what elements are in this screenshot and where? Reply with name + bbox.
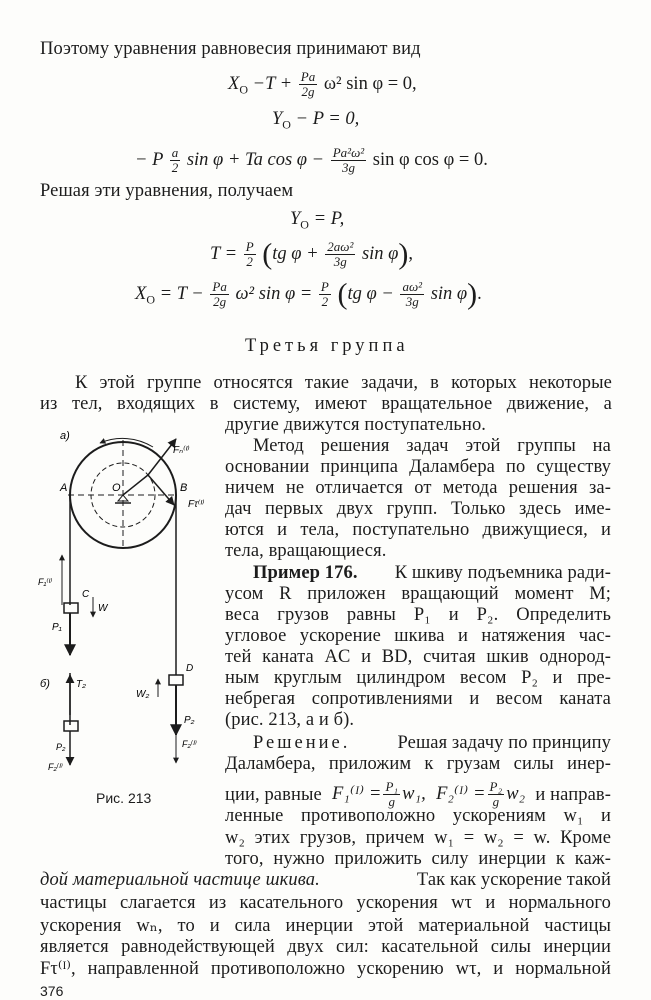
- para1-line2: из тел, входящих в систему, имеют вращательное движение, а: [40, 394, 612, 414]
- para2-line3: ничем не отличается от метода решения за-: [225, 478, 611, 498]
- equation-4: $Y_O = P$,: [290, 209, 345, 232]
- example-line2: усом R приложен вращающий момент M;: [225, 584, 611, 604]
- example-label: Пример 176.: [253, 563, 358, 583]
- formula-f1: F₁⁽ᴵ⁾ = $\frac{\text{P₁}}{g}$ w₁,: [332, 779, 426, 809]
- equation-1: $X_O -T$ + $\frac{Pa}{2g}$ ω² sin φ = 0,: [228, 69, 417, 99]
- section-heading: Третья группа: [245, 336, 409, 356]
- label-F2: F₂⁽ᴵ⁾: [182, 739, 197, 749]
- figure-label-a: а): [60, 430, 70, 442]
- example-line3: веса грузов равны P₁ и P₂. Определить: [225, 605, 611, 625]
- example-line6: ным круглым цилиндром весом P₂ и пре-: [225, 668, 611, 688]
- solution-text-7a: дой материальной частице шкива.: [40, 870, 320, 890]
- label-Fb: F₂⁽ᴵ⁾: [48, 762, 63, 772]
- ft-arrow: [148, 475, 174, 505]
- example-line7: небрегая сопротивлениями и весом каната: [225, 689, 611, 709]
- equation-5: T = $\frac{P}{2}$ (tg φ + $\frac{\text{2aω²}}{3g}$ sin φ),: [210, 237, 414, 271]
- label-W: W: [98, 603, 108, 614]
- solution-line6: того, нужно приложить силу инерции к каж-: [225, 849, 611, 869]
- weight-C: [64, 603, 78, 613]
- label-W2: W₂: [136, 689, 150, 700]
- solution-line2: Даламбера, приложим к грузам силы инер-: [225, 754, 611, 774]
- solution-line5: w₂ этих грузов, причем w₁ = w₂ = w. Кроме: [225, 828, 611, 848]
- solution-line8: частицы слагается из касательного ускорения wτ и нормального: [40, 893, 611, 913]
- solution-text-7b: Так как ускорение такой: [416, 870, 611, 890]
- weight-D: [169, 675, 183, 685]
- solution-text-3a: ции, равные: [225, 784, 322, 805]
- equation-6: $X_O = T$ − $\frac{Pa}{2g}$ ω² sin φ = $\frac{P}{2}$ (tg φ − $\frac{\text{aω²}}{3g}$ sin φ).: [135, 277, 482, 311]
- particle-radius: [123, 475, 148, 495]
- solve-line: Решая эти уравнения, получаем: [40, 181, 294, 201]
- label-F1: F₁⁽ᴵ⁾: [38, 577, 53, 587]
- example-line5: тей каната AC и BD, считая шкив однород-: [225, 647, 611, 667]
- solution-line9: ускорения wₙ, то и сила инерции этой материальной частицы: [40, 916, 611, 936]
- label-P2: P₂: [184, 715, 195, 726]
- label-C: C: [82, 589, 90, 600]
- para2-line5: ются и тела, поступательно движущиеся, и: [225, 520, 611, 540]
- solution-text-3b: и направ-: [535, 784, 611, 805]
- label-B: B: [180, 482, 188, 494]
- para2-line4: дач первых двух групп. Только здесь име-: [225, 499, 611, 519]
- intro-line: Поэтому уравнения равновесия принимают вид: [40, 39, 421, 59]
- para1-line3: другие движутся поступательно.: [225, 415, 487, 435]
- label-Fn: Fₙ⁽ᴵ⁾: [173, 445, 190, 456]
- figure-213-diagram: [38, 425, 218, 785]
- solution-text-1: Решая задачу по принципу: [397, 733, 611, 753]
- solution-label: Решение.: [253, 733, 351, 753]
- solution-line11: Fτ⁽ᴵ⁾, направленной противоположно ускорению wτ, и нормальной: [40, 959, 611, 979]
- para2-line1: Метод решения задач этой группы на: [253, 436, 611, 456]
- formula-f2: F₂⁽ᴵ⁾ = $\frac{\text{P₂}}{g}$ w₂: [436, 779, 526, 809]
- label-Pb: P₂: [56, 742, 66, 752]
- label-A: A: [60, 482, 68, 494]
- weight-b: [64, 721, 78, 731]
- figure-label-b: б): [40, 678, 50, 690]
- label-D: D: [186, 663, 194, 674]
- solution-line10: является равнодействующей двух сил: касательной силы инерции: [40, 937, 611, 957]
- solution-line7: [40, 869, 611, 891]
- equation-2: $Y_O - P = 0$,: [272, 109, 360, 132]
- page-number: 376: [40, 983, 64, 999]
- equation-3: − P $\frac{a}{2}$ sin φ + Ta cos φ − $\frac{\text{Pa²ω²}}{3g}$ sin φ cos φ = 0.: [135, 145, 488, 175]
- figure-caption: Рис. 213: [96, 790, 152, 806]
- example-text-1: К шкиву подъемника ради-: [394, 563, 611, 583]
- para2-line2: основании принципа Даламбера по существу: [225, 457, 611, 477]
- label-T2: T₂: [76, 679, 86, 690]
- example-line1: [253, 562, 611, 584]
- para2-line6: тела, вращающиеся.: [225, 541, 387, 561]
- para1-line1: К этой группе относятся такие задачи, в которых некоторые: [75, 373, 612, 393]
- solution-line1: [253, 732, 611, 754]
- fn-arrow: [148, 439, 176, 475]
- solution-line4: ленные противоположно ускорениям w₁ и: [225, 806, 611, 826]
- label-O: O: [112, 482, 121, 494]
- example-line4: угловое ускорение шкива и натяжения час-: [225, 626, 611, 646]
- label-Ft: Fτ⁽ᴵ⁾: [188, 499, 205, 510]
- example-line8: (рис. 213, а и б).: [225, 710, 355, 730]
- label-P1: P₁: [52, 622, 62, 633]
